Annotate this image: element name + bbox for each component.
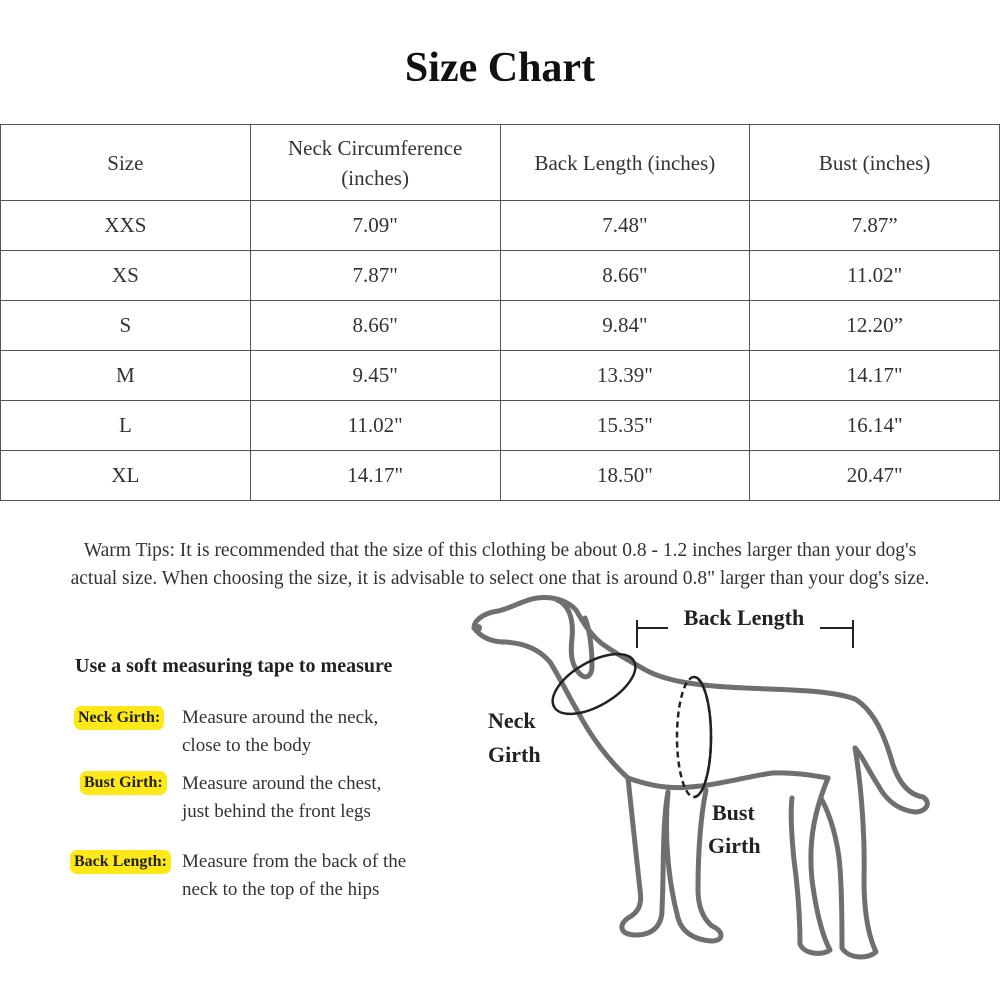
cell-bust: 11.02"	[750, 251, 1000, 301]
bust-girth-ring	[677, 677, 711, 797]
warm-tips-line: actual size. When choosing the size, it is advisable to select one that is around 0.8" larger than your dog's size.	[70, 568, 930, 589]
instructions-heading: Use a soft measuring tape to measure	[75, 655, 393, 677]
cell-back-length: 7.48"	[500, 201, 750, 251]
cell-size: L	[1, 401, 251, 451]
back-length-description: Measure from the back of the neck to the top of the hips	[182, 851, 407, 900]
header-back-length: Back Length (inches)	[500, 125, 750, 201]
cell-neck: 9.45"	[250, 351, 500, 401]
back-length-caption: Back Length	[683, 605, 805, 630]
neck-girth-caption-2: Girth	[488, 742, 541, 767]
cell-size: XS	[1, 251, 251, 301]
cell-neck: 7.09"	[250, 201, 500, 251]
bust-girth-caption-2: Girth	[708, 833, 761, 858]
cell-size: XL	[1, 451, 251, 501]
bust-girth-description: Measure around the chest, just behind the front legs	[182, 773, 382, 822]
cell-neck: 7.87"	[250, 251, 500, 301]
neck-girth-description: Measure around the neck, close to the body	[182, 707, 379, 756]
cell-bust: 20.47"	[750, 451, 1000, 501]
back-length-label: Back Length:	[70, 850, 171, 874]
cell-bust: 7.87”	[750, 201, 1000, 251]
cell-neck: 11.02"	[250, 401, 500, 451]
cell-bust: 12.20”	[750, 301, 1000, 351]
header-bust: Bust (inches)	[750, 125, 1000, 201]
cell-back-length: 18.50"	[500, 451, 750, 501]
cell-back-length: 9.84"	[500, 301, 750, 351]
cell-back-length: 8.66"	[500, 251, 750, 301]
cell-size: M	[1, 351, 251, 401]
cell-bust: 14.17"	[750, 351, 1000, 401]
cell-neck: 14.17"	[250, 451, 500, 501]
page-title: Size Chart	[404, 45, 596, 91]
cell-size: S	[1, 301, 251, 351]
header-size: Size	[1, 125, 251, 201]
header-neck: Neck Circumference (inches)	[250, 125, 500, 201]
warm-tips-line: Warm Tips: It is recommended that the size of this clothing be about 0.8 - 1.2 inches larger than your dog's	[83, 540, 917, 561]
cell-size: XXS	[1, 201, 251, 251]
cell-back-length: 15.35"	[500, 401, 750, 451]
cell-bust: 16.14"	[750, 401, 1000, 451]
bust-girth-label: Bust Girth:	[80, 771, 167, 795]
neck-girth-label: Neck Girth:	[74, 706, 164, 730]
cell-back-length: 13.39"	[500, 351, 750, 401]
dog-outline	[474, 598, 927, 957]
dog-nose	[474, 624, 482, 632]
cell-neck: 8.66"	[250, 301, 500, 351]
bust-girth-caption-1: Bust	[712, 800, 755, 825]
neck-girth-caption-1: Neck	[488, 708, 536, 733]
